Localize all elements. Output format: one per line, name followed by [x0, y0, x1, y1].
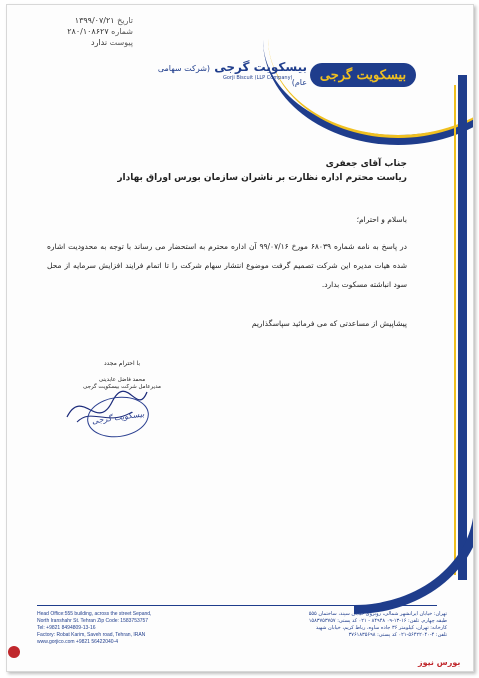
company-type: (شرکت سهامی عام) [157, 64, 307, 87]
decorative-side-bar-gold [454, 85, 456, 575]
signer-title: مدیرعامل شرکت بیسکویت گرجی [83, 384, 161, 390]
addressee [47, 157, 407, 185]
letter-page [6, 4, 474, 672]
addressee-name: جناب آقای جعفری [325, 159, 407, 169]
footer-divider [37, 605, 437, 606]
footer-address-fa: تهران: خیابان ایرانشهر شمالی، روبروی خیابان سپند، ساختمان ۵۵۵ طبقه چهارم. تلفن: ۱۶-۱۳-۰۹ ۸۴۹۴۸ - ۰۲۱ کد پستی: ۱۵۸۳۷۵۳۷۵۷ کارخانه: تهران، کیلومتر ۳۶ جاده ساوه، رباط کریم، خیابان شهید تلفن: ۴-۵۶۴۲۲۰۴۰-۰۲۱ کد پستی: ۳۷۶۱۸۳۵۶۹۸ [308, 611, 447, 638]
logo-text: بیسکویت گرجی [319, 67, 407, 83]
source-watermark: بورس نیوز [418, 658, 461, 667]
addressee-title: ریاست محترم اداره نظارت بر ناشران سازمان بورس اوراق بهادار [117, 173, 407, 183]
regards-text: با احترام مجدد [103, 360, 141, 367]
company-stamp: بیسکویت گرجی [85, 393, 152, 441]
signer-name: محمد فاضل عابدینی [98, 377, 146, 383]
attachment-line: پیوست ندارد [91, 38, 133, 47]
date-line: تاریخ ۱۳۹۹/۰۷/۲۱ [74, 16, 133, 25]
source-logo-icon [8, 646, 20, 658]
closing-line: پیشاپیش از مساعدتی که می فرمائید سپاسگذاریم [251, 319, 407, 328]
number-line: شماره ۲۸۰/۱۰۸۶۲۷ [67, 27, 133, 36]
salutation: باسلام و احترام؛ [356, 215, 407, 224]
decorative-arc-bottom [354, 505, 474, 614]
footer-address-en: Head Office:555 building, across the street Sepand, North Iranshahr St. Tehran Zip Code: 1583753757 Tel: +9821 8494809-13-16 Factory: Robat Karim, Saveh road, Tehran, IRAN www.gorjico.com +9821 56422040-4 [37, 611, 152, 645]
company-name-en: Gorji Biscuit (LLP Company) [223, 75, 293, 81]
company-logo [310, 63, 416, 87]
letter-meta [43, 15, 133, 48]
letter-paragraph: در پاسخ به نامه شماره ۶۸۰۳۹ مورخ ۹۹/۰۷/۱۶ آن اداره محترم به استحضار می رساند با توجه به محدودیت اشاره شده هیات مدیره این شرکت تصمیم گرفت موضوع انتشار سهام شرکت را تا اتمام فرایند افزایش سرمایه از محل سود انباشته مسکوت بدارد. [47, 242, 408, 289]
company-name: بیسکویت گرجی (شرکت سهامی عام) [157, 60, 307, 87]
